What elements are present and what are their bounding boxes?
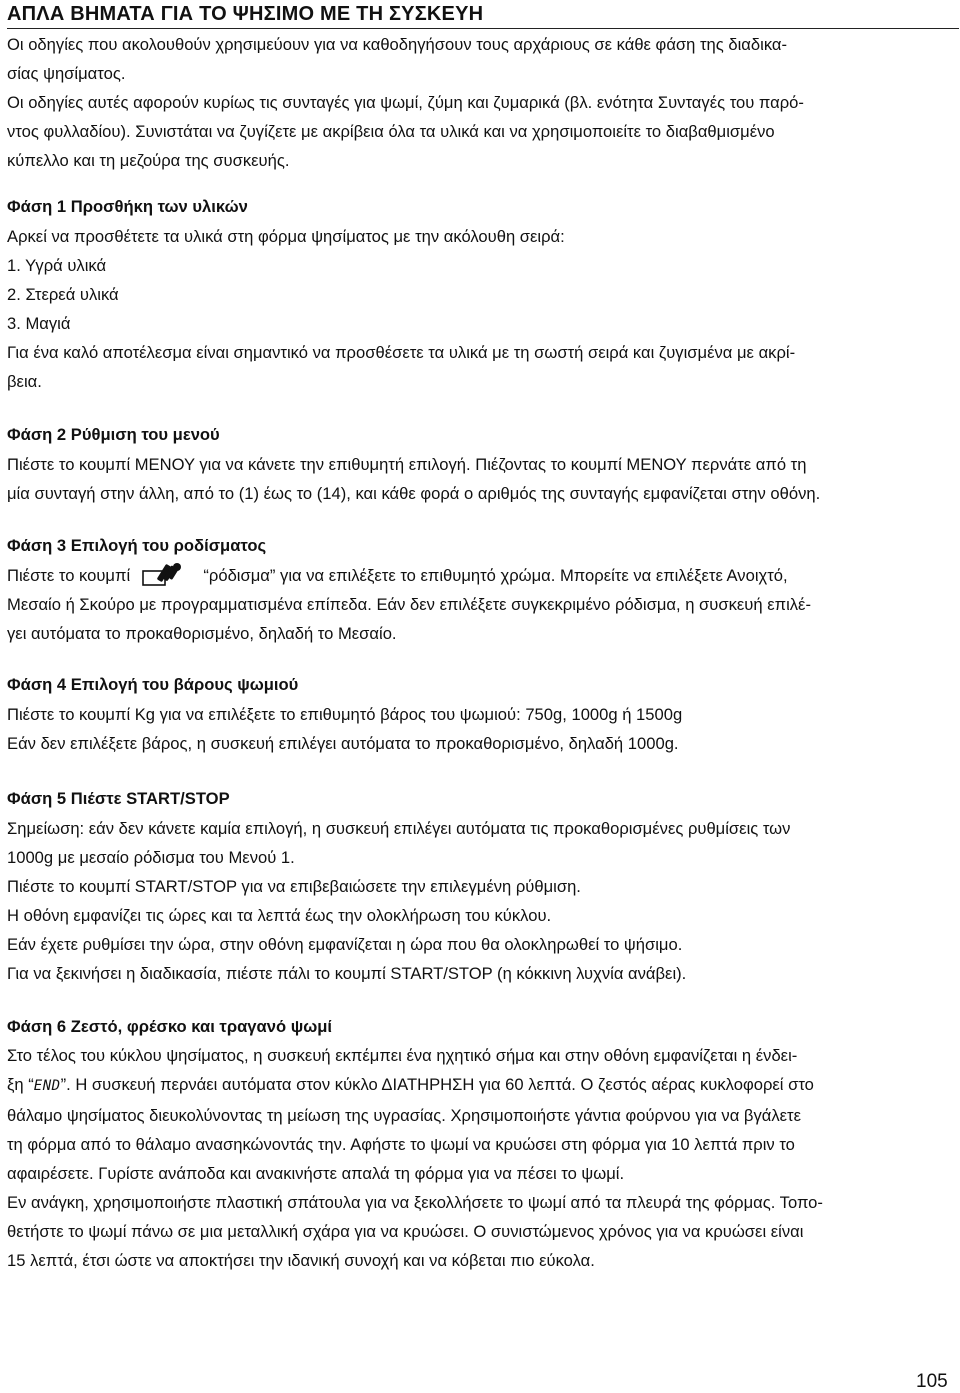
phase6-line: Στο τέλος του κύκλου ψησίματος, η συσκευή εκπέμπει ένα ηχητικό σήμα και στην οθόνη εμφανίζεται η ένδει- bbox=[7, 1046, 798, 1065]
phase4-line: Πιέστε το κουμπί Kg για να επιλέξετε το επιθυμητό βάρος του ψωμιού: 750g, 1000g ή 1500g bbox=[7, 705, 683, 724]
phase5-line: 1000g με μεσαίο ρόδισμα του Μενού 1. bbox=[7, 848, 295, 867]
phase4-line: Εάν δεν επιλέξετε βάρος, η συσκευή επιλέγει αυτόματα το προκαθορισμένο, δηλαδή 1000g. bbox=[7, 734, 679, 753]
phase2-line: Πιέστε το κουμπί ΜΕΝΟΥ για να κάνετε την επιθυμητή επιλογή. Πιέζοντας το κουμπί ΜΕΝΟΥ περνάτε από τη bbox=[7, 455, 807, 474]
phase2-line: μία συνταγή στην άλλη, από το (1) έως το (14), και κάθε φορά ο αριθμός της συνταγής εμφανίζεται στην οθόνη. bbox=[7, 484, 821, 503]
intro-line: σίας ψησίματος. bbox=[7, 64, 126, 83]
phase6-heading: Φάση 6 Ζεστό, φρέσκο και τραγανό ψωμί bbox=[7, 1017, 332, 1036]
phase1-heading: Φάση 1 Προσθήκη των υλικών bbox=[7, 197, 248, 216]
phase6-line: θετήστε το ψωμί πάνω σε μια μεταλλική σχάρα για να κρυώσει. Ο συνιστώμενος χρόνος για να κρυώσει είναι bbox=[7, 1222, 804, 1241]
phase3-line: Μεσαίο ή Σκούρο με προγραμματισμένα επίπεδα. Εάν δεν επιλέξετε συγκεκριμένο ρόδισμα, η συσκευή επιλέ- bbox=[7, 595, 811, 614]
phase3-section bbox=[7, 561, 959, 648]
intro-line: Οι οδηγίες αυτές αφορούν κυρίως τις συνταγές για ψωμί, ζύμη και ζυμαρικά (βλ. ενότητα Συνταγές του παρό- bbox=[7, 93, 804, 112]
phase1-line: 1. Υγρά υλικά bbox=[7, 256, 107, 275]
phase1-section bbox=[7, 222, 959, 396]
page-title: ΑΠΛΑ ΒΗΜΑΤΑ ΓΙΑ ΤΟ ΨΗΣΙΜΟ ΜΕ ΤΗ ΣΥΣΚΕΥΗ bbox=[7, 1, 959, 29]
phase6-section bbox=[7, 1041, 959, 1275]
phase5-line: Πιέστε το κουμπί START/STOP για να επιβεβαιώσετε την επιλεγμένη ρύθμιση. bbox=[7, 877, 581, 896]
phase1-line: 3. Μαγιά bbox=[7, 314, 71, 333]
phase6-line: θάλαμο ψησίματος διευκολύνοντας τη μείωση της υγρασίας. Χρησιμοποιήστε γάντια φούρνου για να βγάλετε bbox=[7, 1106, 801, 1125]
phase3-line-end: “ρόδισμα” για να επιλέξετε το επιθυμητό χρώμα. Μπορείτε να επιλέξετε Ανοιχτό, bbox=[203, 566, 788, 585]
intro-line: Οι οδηγίες που ακολουθούν χρησιμεύουν για να καθοδηγήσουν τους αρχάριους σε κάθε φάση της διαδικα- bbox=[7, 35, 788, 54]
phase5-line: Για να ξεκινήσει η διαδικασία, πιέστε πάλι το κουμπί START/STOP (η κόκκινη λυχνία ανάβει). bbox=[7, 964, 687, 983]
intro-section bbox=[7, 30, 959, 175]
phase6-line-start: ξη “ bbox=[7, 1075, 34, 1094]
phase6-line: 15 λεπτά, έτσι ώστε να αποκτήσει την ιδανική συνοχή και να κόβεται πιο εύκολα. bbox=[7, 1251, 595, 1270]
phase6-line: αφαιρέσετε. Γυρίστε ανάποδα και ανακινήστε απαλά τη φόρμα για να πέσει το ψωμί. bbox=[7, 1164, 625, 1183]
phase3-line-start: Πιέστε το κουμπί bbox=[7, 566, 131, 585]
phase2-section bbox=[7, 450, 959, 508]
phase5-line: Εάν έχετε ρυθμίσει την ώρα, στην οθόνη εμφανίζεται η ώρα που θα ολοκληρωθεί το ψήσιμο. bbox=[7, 935, 683, 954]
phase2-heading: Φάση 2 Ρύθμιση του μενού bbox=[7, 425, 220, 444]
intro-line: κύπελλο και τη μεζούρα της συσκευής. bbox=[7, 151, 290, 170]
phase6-line: Εν ανάγκη, χρησιμοποιήστε πλαστική σπάτουλα για να ξεκολλήσετε το ψωμί από τα πλευρά της φόρμας. Τοπο- bbox=[7, 1193, 823, 1212]
intro-line: ντος φυλλαδίου). Συνιστάται να ζυγίζετε με ακρίβεια όλα τα υλικά και να χρησιμοποιείτε το διαβαθμισμένο bbox=[7, 122, 775, 141]
page-number: 105 bbox=[916, 1371, 948, 1392]
phase1-line: Αρκεί να προσθέτετε τα υλικά στη φόρμα ψησίματος με την ακόλουθη σειρά: bbox=[7, 227, 565, 246]
phase3-line: γει αυτόματα το προκαθορισμένο, δηλαδή το Μεσαίο. bbox=[7, 624, 397, 643]
phase5-section bbox=[7, 814, 959, 988]
browning-button-icon bbox=[141, 563, 197, 587]
phase4-section bbox=[7, 700, 959, 758]
phase1-line: βεια. bbox=[7, 372, 42, 391]
phase3-line bbox=[7, 561, 959, 590]
phase5-heading: Φάση 5 Πιέστε START/STOP bbox=[7, 789, 230, 808]
phase1-line: 2. Στερεά υλικά bbox=[7, 285, 119, 304]
phase5-line: Η οθόνη εμφανίζει τις ώρες και τα λεπτά έως την ολοκλήρωση του κύκλου. bbox=[7, 906, 552, 925]
end-display-label: END bbox=[33, 1078, 61, 1094]
phase5-line: Σημείωση: εάν δεν κάνετε καμία επιλογή, η συσκευή επιλέγει αυτόματα τις προκαθορισμένες ρυθμίσεις των bbox=[7, 819, 791, 838]
phase3-heading: Φάση 3 Επιλογή του ροδίσματος bbox=[7, 536, 267, 555]
phase6-line: τη φόρμα από το θάλαμο ανασηκώνοντάς την. Αφήστε το ψωμί να κρυώσει στη φόρμα για 10 λεπτά πριν το bbox=[7, 1135, 795, 1154]
phase6-line-end: ”. Η συσκευή περνάει αυτόματα στον κύκλο ΔΙΑΤΗΡΗΣΗ για 60 λεπτά. Ο ζεστός αέρας κυκλοφορεί στο bbox=[60, 1075, 814, 1094]
phase6-line bbox=[7, 1070, 959, 1101]
phase4-heading: Φάση 4 Επιλογή του βάρους ψωμιού bbox=[7, 675, 299, 694]
phase1-line: Για ένα καλό αποτέλεσμα είναι σημαντικό να προσθέσετε τα υλικά με τη σωστή σειρά και ζυγισμένα με ακρί- bbox=[7, 343, 796, 362]
